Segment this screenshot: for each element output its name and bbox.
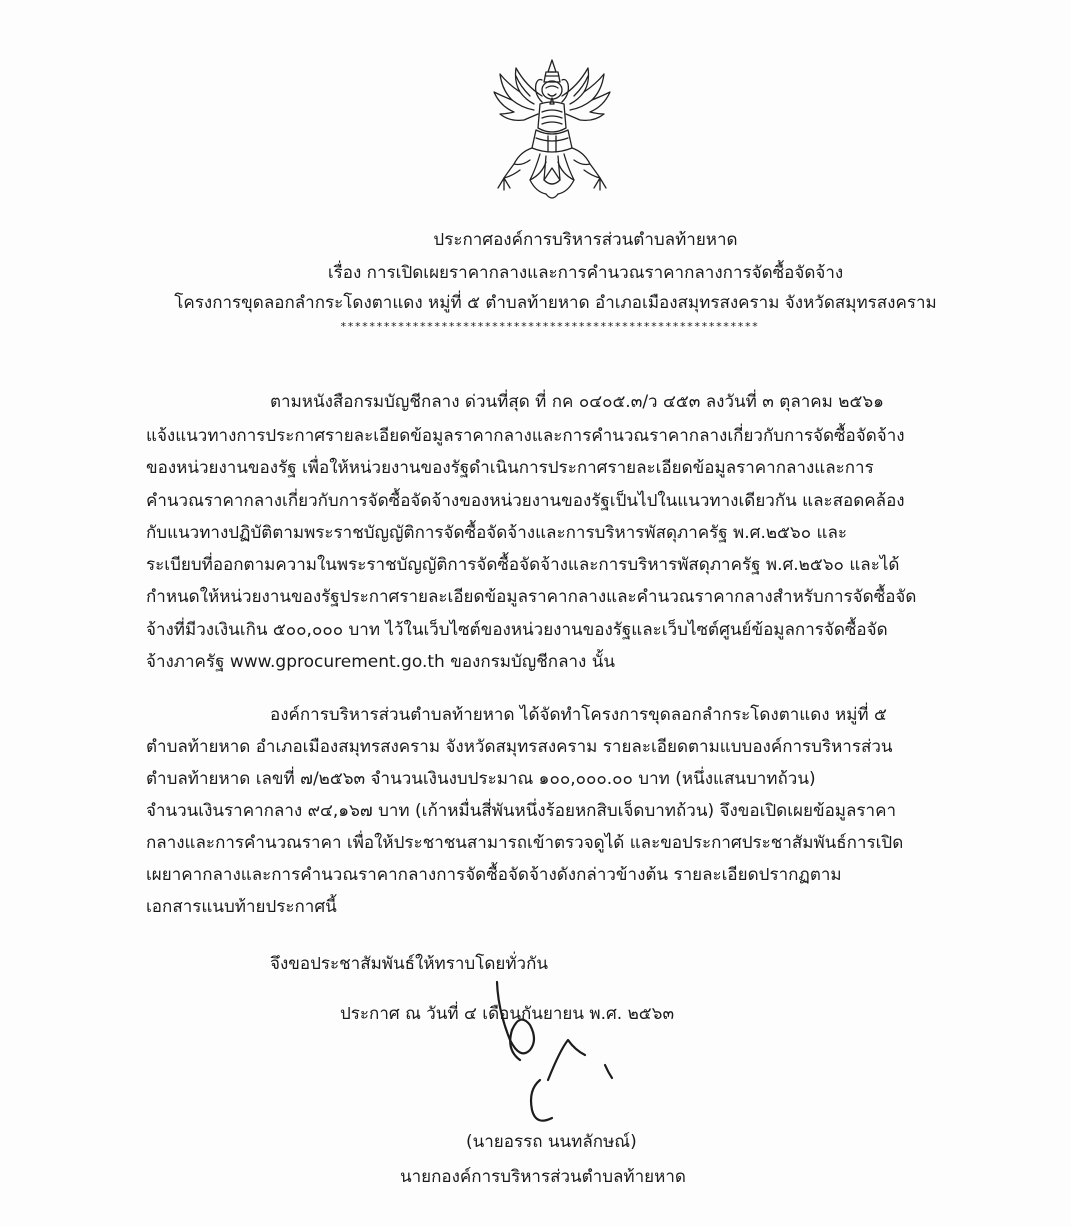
paragraph-line: ตำบลท้ายหาด เลขที่ ๗/๒๕๖๓ จำนวนเงินงบประมาณ ๑๐๐,๐๐๐.๐๐ บาท (หนึ่งแสนบาทถ้วน) [146, 769, 816, 789]
paragraph-line: เอกสารแนบท้ายประกาศนี้ [146, 897, 337, 917]
paragraph-line: กลางและการคำนวณราคา เพื่อให้ประชาชนสามารถเข้าตรวจดูได้ และขอประกาศประชาสัมพันธ์การเปิด [146, 833, 904, 853]
paragraph-line: เผยาคากลางและการคำนวณราคากลางการจัดซื้อจัดจ้างดังกล่าวข้างต้น รายละเอียดปรากฏตาม [146, 865, 842, 885]
paragraph-line: คำนวณราคากลางเกี่ยวกับการจัดซื้อจัดจ้างของหน่วยงานของรัฐเป็นไปในแนวทางเดียวกัน และสอดคล้อง [146, 491, 905, 511]
signer-name: (นายอรรถ นนทลักษณ์) [466, 1132, 637, 1152]
paragraph-line: กับแนวทางปฏิบัติตามพระราชบัญญัติการจัดซื้อจัดจ้างและการบริหารพัสดุภาครัฐ พ.ศ.๒๕๖๐ และ [146, 523, 847, 543]
header-project: โครงการขุดลอกลำกระโดงตาแดง หมู่ที่ ๕ ตำบลท้ายหาด อำเภอเมืองสมุทรสงคราม จังหวัดสมุทรสงคราม [174, 293, 937, 313]
paragraph-line: ตามหนังสือกรมบัญชีกลาง ด่วนที่สุด ที่ กค ๐๔๐๕.๓/ว ๔๕๓ ลงวันที่ ๓ ตุลาคม ๒๕๖๑ [270, 392, 884, 412]
signer-position: นายกองค์การบริหารส่วนตำบลท้ายหาด [400, 1167, 686, 1187]
paragraph-line: จ้างภาครัฐ www.gprocurement.go.th ของกรมบัญชีกลาง นั้น [146, 652, 615, 672]
header-subject: เรื่อง การเปิดเผยราคากลางและการคำนวณราคากลางการจัดซื้อจัดจ้าง [327, 263, 844, 283]
closing-text: จึงขอประชาสัมพันธ์ให้ทราบโดยทั่วกัน [270, 954, 548, 974]
paragraph-line: ของหน่วยงานของรัฐ เพื่อให้หน่วยงานของรัฐดำเนินการประกาศรายละเอียดข้อมูลราคากลางและการ [146, 458, 874, 478]
announce-date: ประกาศ ณ วันที่ ๔ เดือนกันยายน พ.ศ. ๒๕๖๓ [340, 1004, 675, 1024]
paragraph-line: ตำบลท้ายหาด อำเภอเมืองสมุทรสงคราม จังหวัดสมุทรสงคราม รายละเอียดตามแบบองค์การบริหารส่วน [146, 737, 893, 757]
garuda-emblem-icon [490, 56, 614, 208]
paragraph-line: จ้างที่มีวงเงินเกิน ๕๐๐,๐๐๐ บาท ไว้ในเว็บไซต์ของหน่วยงานของรัฐและเว็บไซต์ศูนย์ข้อมูลการจัดซื้อจัด [146, 620, 888, 640]
header-title: ประกาศองค์การบริหารส่วนตำบลท้ายหาด [433, 230, 738, 250]
paragraph-line: แจ้งแนวทางการประกาศรายละเอียดข้อมูลราคากลางและการคำนวณราคากลางเกี่ยวกับการจัดซื้อจัดจ้าง [146, 426, 905, 446]
paragraph-line: องค์การบริหารส่วนตำบลท้ายหาด ได้จัดทำโครงการขุดลอกลำกระโดงตาแดง หมู่ที่ ๕ [270, 705, 887, 725]
header-separator: ********************************************************** [340, 320, 759, 333]
paragraph-line: กำหนดให้หน่วยงานของรัฐประกาศรายละเอียดข้อมูลราคากลางและคำนวณราคากลางสำหรับการจัดซื้อจัด [146, 587, 917, 607]
paragraph-line: จำนวนเงินราคากลาง ๙๔,๑๖๗ บาท (เก้าหมื่นสี่พันหนึ่งร้อยหกสิบเจ็ดบาทถ้วน) จึงขอเปิดเผยข้อมูลราคา [146, 801, 897, 821]
paragraph-line: ระเบียบที่ออกตามความในพระราชบัญญัติการจัดซื้อจัดจ้างและการบริหารพัสดุภาครัฐ พ.ศ.๒๕๖๐ และได้ [146, 555, 900, 575]
